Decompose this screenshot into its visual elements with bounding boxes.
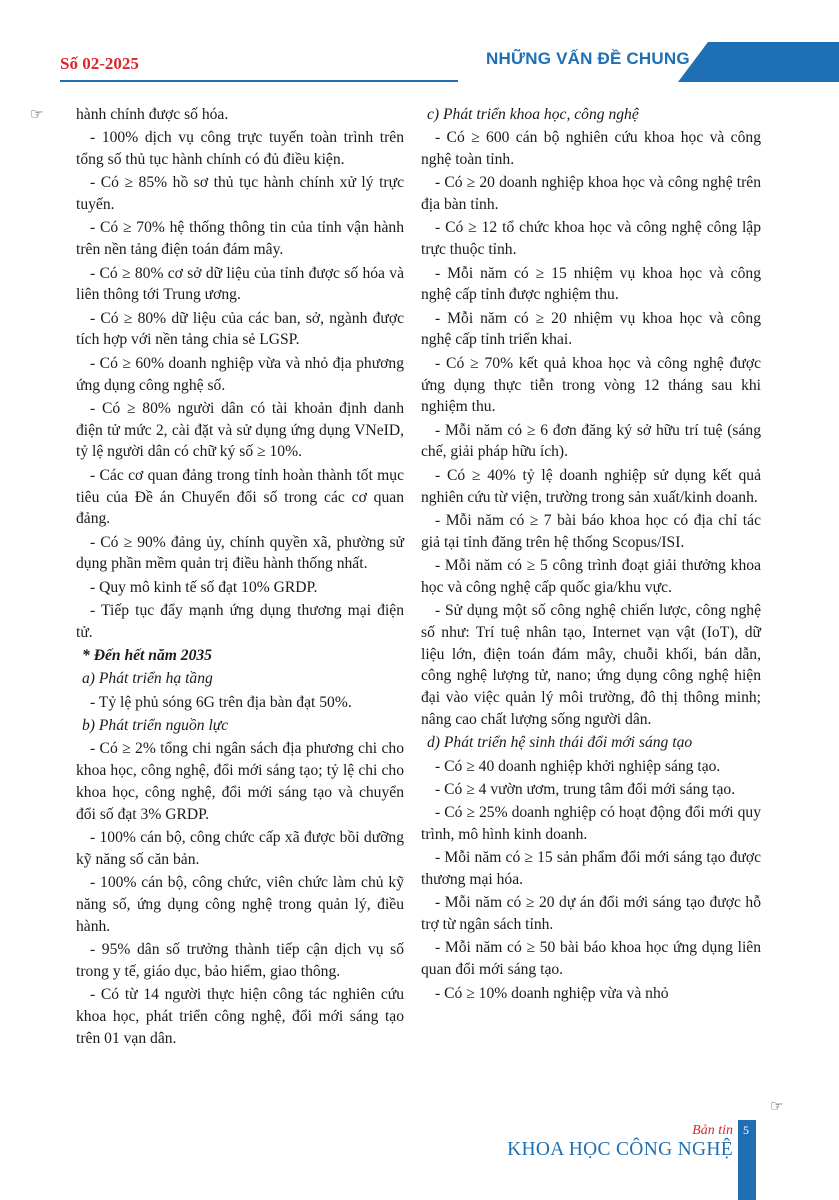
paragraph: - Mỗi năm có ≥ 20 dự án đổi mới sáng tạo được hỗ trợ từ ngân sách tỉnh. [421, 894, 761, 934]
paragraph: - Có ≥ 70% hệ thống thông tin của tỉnh vận hành trên nền tảng điện toán đám mây. [76, 219, 404, 259]
paragraph: - Có ≥ 60% doanh nghiệp vừa và nhỏ địa phương ứng dụng công nghệ số. [76, 354, 404, 394]
paragraph: - Tiếp tục đẩy mạnh ứng dụng thương mại điện tử. [76, 602, 404, 641]
paragraph: - Mỗi năm có ≥ 15 nhiệm vụ khoa học và công nghệ cấp tỉnh được nghiệm thu. [421, 264, 761, 304]
paragraph: - Sử dụng một số công nghệ chiến lược, công nghệ số như: Trí tuệ nhân tạo, Internet vạn vật (IoT), dữ liệu lớn, điện toán đám mây, chuỗi khối, bán dẫn, công nghệ lượng tử, nano; ứng dụng công nghệ hiện đại vào việc quản lý môi trường, đô thị thông minh; nâng cao chất lượng sống người dân. [421, 602, 761, 729]
pointing-hand-icon: ☞ [770, 1099, 784, 1115]
paragraph: - Quy mô kinh tế số đạt 10% GRDP. [90, 578, 318, 596]
paragraph: - Mỗi năm có ≥ 7 bài báo khoa học có địa chỉ tác giả tại tỉnh đăng trên hệ thống Scopus/ISI. [421, 511, 761, 551]
section-heading: * Đến hết năm 2035 [82, 647, 212, 665]
paragraph: - Có ≥ 80% dữ liệu của các ban, sở, ngành được tích hợp với nền tảng chia sẻ LGSP. [76, 309, 404, 349]
paragraph: - Có ≥ 2% tổng chi ngân sách địa phương chi cho khoa học, công nghệ, đổi mới sáng tạo; tỷ lệ chi cho khoa học, công nghệ, đổi mới sáng tạo và chuyển đổi số đạt 3% GRDP. [76, 740, 404, 823]
paragraph: - 95% dân số trưởng thành tiếp cận dịch vụ số trong y tế, giáo dục, bảo hiểm, giao thông. [76, 940, 404, 980]
paragraph: - 100% cán bộ, công chức, viên chức làm chủ kỹ năng số, ứng dụng công nghệ trong quản lý, điều hành. [76, 874, 404, 935]
paragraph: - Có ≥ 90% đảng ủy, chính quyền xã, phường sử dụng phần mềm quản trị điều hành thống nhất. [76, 533, 404, 573]
paragraph: - Có ≥ 80% người dân có tài khoản định danh điện tử mức 2, cài đặt và sử dụng ứng dụng VNeID, tỷ lệ người dân có chữ ký số ≥ 10%. [76, 399, 404, 461]
paragraph: - Mỗi năm có ≥ 50 bài báo khoa học ứng dụng liên quan đổi mới sáng tạo. [421, 939, 761, 979]
section-heading: c) Phát triển khoa học, công nghệ [427, 106, 639, 123]
paragraph: - Có ≥ 25% doanh nghiệp có hoạt động đổi mới quy trình, mô hình kinh doanh. [421, 804, 761, 843]
section-heading: d) Phát triển hệ sinh thái đổi mới sáng tạo [427, 734, 693, 752]
issue-number: Số 02-2025 [60, 54, 139, 73]
paragraph: - Có ≥ 40 doanh nghiệp khởi nghiệp sáng tạo. [435, 757, 721, 775]
paragraph: - Mỗi năm có ≥ 6 đơn đăng ký sở hữu trí tuệ (sáng chế, giải pháp hữu ích). [421, 421, 761, 461]
paragraph: - Có ≥ 10% doanh nghiệp vừa và nhỏ [435, 984, 669, 1002]
paragraph: - Mỗi năm có ≥ 15 sản phẩm đổi mới sáng tạo được thương mại hóa. [421, 849, 761, 889]
paragraph: - Có ≥ 600 cán bộ nghiên cứu khoa học và công nghệ toàn tỉnh. [421, 129, 761, 169]
paragraph: - 100% cán bộ, công chức cấp xã được bồi dưỡng kỹ năng số căn bản. [76, 829, 404, 868]
paragraph: - Có ≥ 40% tỷ lệ doanh nghiệp sử dụng kết quả nghiên cứu từ viện, trường trong sản xuất/kinh doanh. [421, 466, 761, 506]
paragraph: - 100% dịch vụ công trực tuyến toàn trình trên tổng số thủ tục hành chính có đủ điều kiện. [76, 129, 404, 169]
page-number: 5 [743, 1123, 749, 1137]
paragraph: - Các cơ quan đảng trong tỉnh hoàn thành tốt mục tiêu của Đề án Chuyển đổi số trong các cơ quan đảng. [76, 466, 404, 528]
paragraph: - Có từ 14 người thực hiện công tác nghiên cứu khoa học, phát triển công nghệ, đổi mới sáng tạo trên 01 vạn dân. [76, 986, 404, 1047]
paragraph: - Có ≥ 85% hồ sơ thủ tục hành chính xử lý trực tuyến. [76, 174, 404, 214]
right-column [421, 104, 761, 1006]
paragraph: - Mỗi năm có ≥ 20 nhiệm vụ khoa học và công nghệ cấp tỉnh triển khai. [421, 309, 761, 349]
pointing-hand-icon: ☞ [30, 107, 44, 123]
footer-brand [507, 1123, 733, 1161]
left-column [76, 104, 404, 1051]
paragraph: - Có ≥ 4 vườn ươm, trung tâm đổi mới sáng tạo. [435, 780, 736, 798]
paragraph: - Có ≥ 80% cơ sở dữ liệu của tỉnh được số hóa và liên thông tới Trung ương. [76, 264, 404, 304]
paragraph: - Mỗi năm có ≥ 5 công trình đoạt giải thưởng khoa học và công nghệ cấp quốc gia/khu vực. [421, 556, 761, 596]
paragraph: - Có ≥ 20 doanh nghiệp khoa học và công nghệ trên địa bàn tỉnh. [421, 174, 761, 214]
paragraph: hành chính được số hóa. [76, 106, 229, 123]
paragraph: - Có ≥ 70% kết quả khoa học và công nghệ được ứng dụng thực tiễn trong vòng 12 tháng sau khi nghiệm thu. [421, 354, 761, 416]
section-title: NHỮNG VẤN ĐỀ CHUNG [486, 49, 690, 68]
footer-small-label: Bản tin [692, 1123, 733, 1138]
paragraph: - Tỷ lệ phủ sóng 6G trên địa bàn đạt 50%. [90, 693, 352, 711]
paragraph: - Có ≥ 12 tổ chức khoa học và công nghệ công lập trực thuộc tỉnh. [421, 219, 761, 259]
section-heading: a) Phát triển hạ tầng [82, 670, 213, 688]
section-heading: b) Phát triển nguồn lực [82, 717, 229, 735]
footer-publication-name: KHOA HỌC CÔNG NGHỆ [507, 1139, 733, 1160]
